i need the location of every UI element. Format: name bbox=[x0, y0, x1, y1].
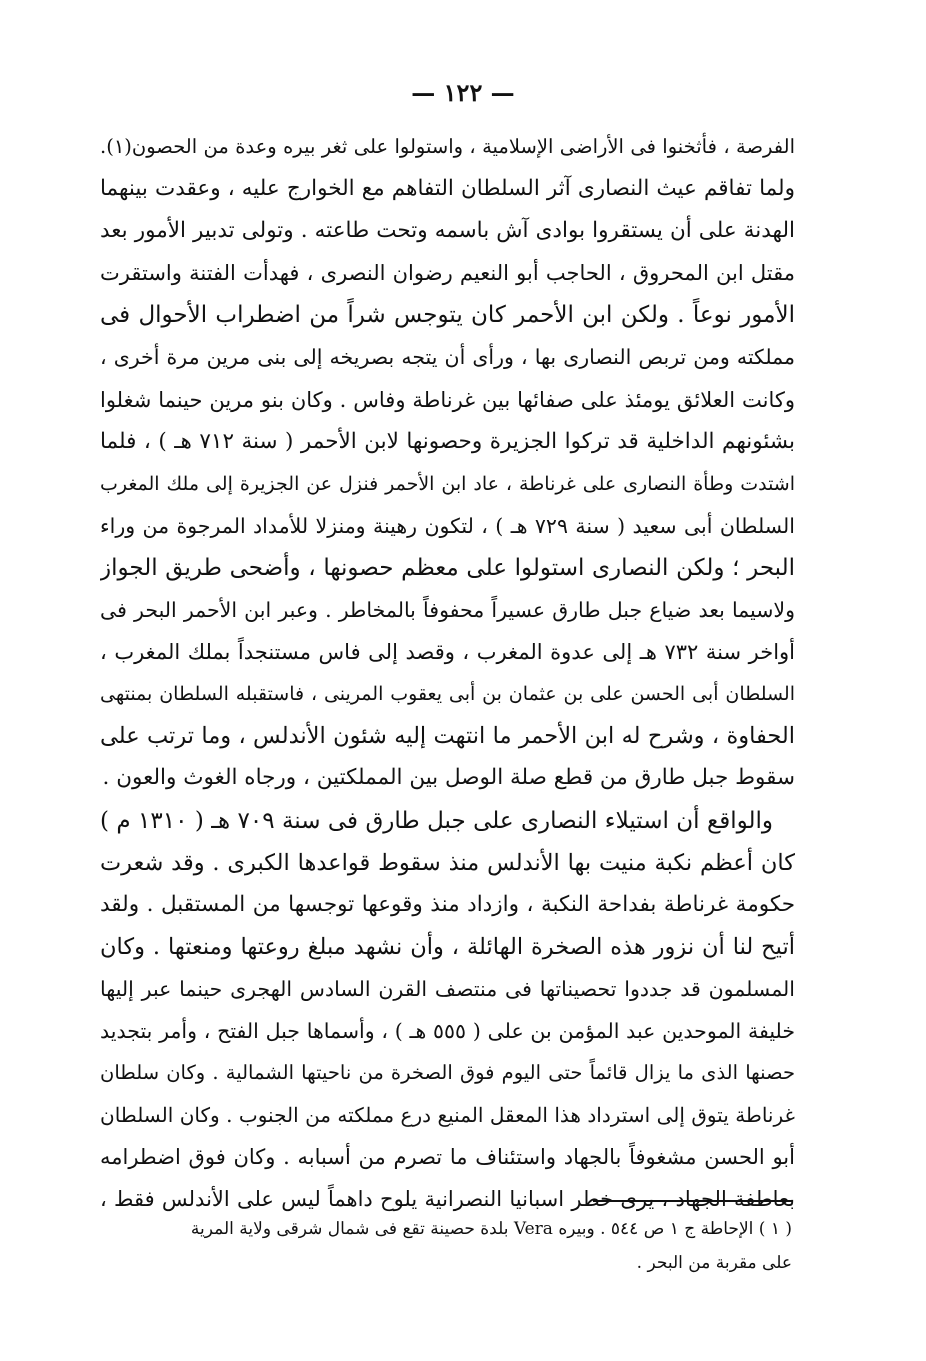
text-line: الهدنة على أن يستقروا بوادى آش باسمه وتحت طاعته . وتولى تدبير الأمور بعد bbox=[100, 218, 795, 244]
text-line: والواقع أن استيلاء النصارى على جبل طارق فى سنة ٧٠٩ هـ ( ١٣١٠ م ) bbox=[100, 807, 773, 834]
main-text bbox=[100, 126, 795, 1220]
footnotes bbox=[96, 1212, 792, 1280]
text-line: بشئونهم الداخلية قد تركوا الجزيرة وحصونها لابن الأحمر ( سنة ٧١٢ هـ ) ، فلما bbox=[100, 428, 795, 454]
text-line: أتيح لنا أن نزور هذه الصخرة الهائلة ، وأن نشهد مبلغ روعتها ومنعتها . وكان bbox=[100, 933, 795, 960]
text-line: المسلمون قد جددوا تحصيناتها فى منتصف القرن السادس الهجرى حينما عبر إليها bbox=[100, 976, 795, 1001]
text-line: أواخر سنة ٧٣٢ هـ إلى عدوة المغرب ، وقصد إلى فاس مستنجداً بملك المغرب ، bbox=[100, 640, 795, 665]
text-line: أبو الحسن مشغوفاً بالجهاد واستئناف ما تصرم من أسبابه . وكان فوق اضطرامه bbox=[100, 1145, 795, 1170]
paragraph-1 bbox=[100, 126, 795, 800]
paragraph-2 bbox=[100, 800, 795, 1221]
text-line: السلطان أبى الحسن على بن عثمان بن أبى يعقوب المرينى ، فاستقبله السلطان بمنتهى bbox=[100, 683, 795, 706]
page-number: — ١٢٢ — bbox=[411, 78, 515, 107]
footnote-divider bbox=[593, 1200, 793, 1202]
text-line: ولما تفاقم عيث النصارى آثر السلطان التفاهم مع الخوارج عليه ، وعقدت بينهما bbox=[100, 176, 795, 202]
text-line: الأمور نوعاً . ولكن ابن الأحمر كان يتوجس شراً من اضطراب الأحوال فى bbox=[100, 302, 795, 329]
text-line: مقتل ابن المحروق ، الحاجب أبو النعيم رضوان النصرى ، فهدأت الفتنة واستقرت bbox=[100, 261, 795, 286]
text-line: غرناطة يتوق إلى استرداد هذا المعقل المنيع درع مملكته من الجنوب . وكان السلطان bbox=[100, 1103, 795, 1128]
text-line: خليفة الموحدين عبد المؤمن بن على ( ٥٥٥ هـ ) ، وأسماها جبل الفتح ، وأمر بتجديد bbox=[100, 1018, 795, 1043]
text-line: مملكته ومن تربص النصارى بها ، ورأى أن يتجه بصريخه إلى بنى مرين مرة أخرى ، bbox=[100, 345, 795, 370]
text-line: سقوط جبل طارق من قطع صلة الوصل بين المملكتين ، ورجاه الغوث والعون . bbox=[102, 765, 795, 791]
text-line: حكومة غرناطة بفداحة النكبة ، وازداد منذ وقوعها توجسها من المستقبل . ولقد bbox=[100, 891, 795, 917]
text-line: اشتدت وطأة النصارى على غرناطة ، عاد ابن الأحمر فنزل عن الجزيرة إلى ملك المغرب bbox=[100, 472, 795, 495]
text-line: بعاطفة الجهاد ، يرى خطر اسبانيا النصرانية يلوح داهماً ليس على الأندلس فقط ، bbox=[100, 1187, 795, 1212]
footnote-line: ( ١ ) الإحاطة ج ١ ص ٥٤٤ . وبيره Vera بلدة حصينة تقع فى شمال شرقى ولاية المرية bbox=[190, 1219, 792, 1239]
text-line: السلطان أبى سعيد ( سنة ٧٢٩ هـ ) ، لتكون رهينة ومنزلا للأمداد المرجوة من وراء bbox=[100, 513, 795, 538]
text-line: حصنها الذى ما يزال قائماً حتى اليوم فوق الصخرة من ناحيتها الشمالية . وكان سلطان bbox=[100, 1061, 795, 1085]
text-line: وكانت العلائق يومئذ على صفائها بين غرناطة وفاس . وكان بنو مرين حينما شغلوا bbox=[100, 387, 795, 412]
footnote-line: على مقربة من البحر . bbox=[636, 1253, 792, 1273]
text-line: كان أعظم نكبة منيت بها الأندلس منذ سقوط قواعدها الكبرى . وقد شعرت bbox=[100, 849, 795, 876]
text-line: ولاسيما بعد ضياع جبل طارق عسيراً محفوفاً بالمخاطر . وعبر ابن الأحمر البحر فى bbox=[100, 598, 795, 623]
text-line: الحفاوة ، وشرح له ابن الأحمر ما انتهت إليه شئون الأندلس ، وما ترتب على bbox=[100, 723, 795, 750]
text-line: الفرصة ، فأثخنوا فى الأراضى الإسلامية ، واستولوا على ثغر بيره وعدة من الحصون(١). bbox=[100, 135, 795, 158]
text-line: البحر ؛ ولكن النصارى استولوا على معظم حصونها ، وأضحى طريق الجواز bbox=[100, 554, 795, 581]
